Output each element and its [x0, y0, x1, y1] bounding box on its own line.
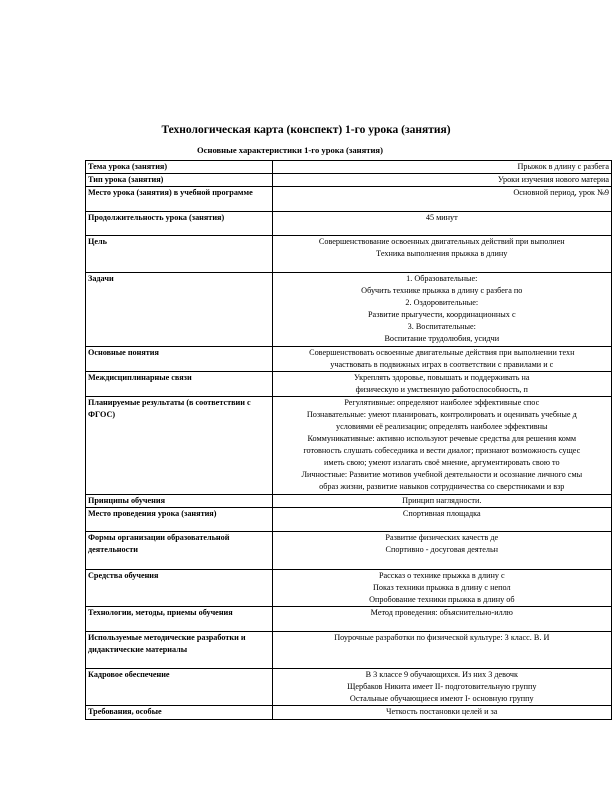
row-value [272, 174, 611, 187]
row-value [272, 187, 611, 212]
row-label: Место урока (занятия) в учебной программе [86, 187, 273, 212]
table-row [86, 174, 612, 187]
row-value [272, 161, 611, 174]
table-row [86, 532, 612, 570]
row-value [272, 372, 611, 397]
value-line: готовность слушать собеседника и вести диалог; признают возможность сущес [303, 446, 581, 455]
value-line: Совершенствование освоенных двигательных действий при выполнен [318, 237, 565, 246]
value-line: Развитие физических качеств де [385, 533, 499, 542]
table-row [86, 347, 612, 372]
row-value [272, 508, 611, 532]
row-label: Используемые методические разработки и дидактические материалы [86, 632, 273, 669]
value-line: Основной период, урок №9 [513, 188, 609, 197]
value-line: Остальные обучающиеся имеют I- основную группу [349, 694, 534, 703]
value-line: 3. Воспитательные: [407, 322, 476, 331]
table-row [86, 212, 612, 236]
value-line: Личностные: Развитие мотивов учебной деятельности и осознание личного смы [301, 470, 583, 479]
value-line: Спортивная площадка [402, 509, 481, 518]
value-line: Рассказ о технике прыжка в длину с [378, 571, 505, 580]
row-label: Продолжительность урока (занятия) [86, 212, 273, 236]
table-row [86, 607, 612, 632]
row-label: Цель [86, 236, 273, 273]
value-line: Техника выполнения прыжка в длину [376, 249, 508, 258]
value-line: 2. Оздоровительные: [405, 298, 479, 307]
row-value [272, 632, 611, 669]
row-value [272, 706, 611, 720]
value-line: 45 минут [425, 213, 458, 222]
row-value [272, 347, 611, 372]
row-value [272, 273, 611, 347]
value-line: В 3 классе 9 обучающихся. Из них 3 девочк [365, 670, 518, 679]
table-row [86, 495, 612, 508]
value-line: 1. Образовательные: [406, 274, 478, 283]
value-line: Спортивно - досуговая деятельн [385, 545, 499, 554]
value-line: Прыжок в длину с разбега [517, 162, 609, 171]
row-label: Планируемые результаты (в соответствии с ФГОС) [86, 397, 273, 495]
value-line: Укреплять здоровье, повышать и поддерживать на [354, 373, 530, 382]
row-label: Средства обучения [86, 570, 273, 607]
document-subtitle: Основные характеристики 1-го урока (занятия) [197, 145, 383, 155]
table-row [86, 161, 612, 174]
value-line: Четкость постановки целей и за [386, 707, 498, 716]
row-label: Технологии, методы, приемы обучения [86, 607, 273, 632]
value-line: Показ техники прыжка в длину с непол [373, 583, 511, 592]
value-line: Познавательные: умеют планировать, контролировать и оценивать учебные д [306, 410, 577, 419]
value-line: иметь свою; умеют излагать своё мнение, аргументировать свою то [324, 458, 560, 467]
table-row [86, 570, 612, 607]
row-label: Требования, особые [86, 706, 273, 720]
document-title: Технологическая карта (конспект) 1-го урока (занятия) [161, 124, 451, 136]
row-label: Формы организации образовательной деятельности [86, 532, 273, 570]
value-line: Опробование техники прыжка в длину об [369, 595, 515, 604]
value-line: Метод проведения: объяснительно-иллю [370, 608, 513, 617]
row-value [272, 669, 611, 706]
row-label: Кадровое обеспечение [86, 669, 273, 706]
row-value [272, 607, 611, 632]
value-line: Воспитание трудолюбия, усидчи [384, 334, 500, 343]
row-value [272, 397, 611, 495]
table-row [86, 236, 612, 273]
table-row [86, 273, 612, 347]
value-line: Поурочные разработки по физической культуре: 3 класс. В. И [334, 633, 550, 642]
table-row [86, 187, 612, 212]
value-line: Щербаков Никита имеет II- подготовительную группу [347, 682, 537, 691]
lesson-characteristics-table [85, 160, 612, 720]
row-value [272, 236, 611, 273]
row-value [272, 570, 611, 607]
row-value [272, 532, 611, 570]
row-label: Междисциплинарные связи [86, 372, 273, 397]
value-line: Коммуникативные: активно используют речевые средства для решения комм [307, 434, 577, 443]
value-line: Принцип наглядности. [402, 496, 482, 505]
row-label: Основные понятия [86, 347, 273, 372]
value-line: условиями её реализации; определять наиболее эффективны [336, 422, 548, 431]
table-row [86, 397, 612, 495]
row-value [272, 212, 611, 236]
row-value [272, 495, 611, 508]
table-row [86, 669, 612, 706]
row-label: Тип урока (занятия) [86, 174, 273, 187]
table-row [86, 372, 612, 397]
table-row [86, 706, 612, 720]
row-label: Принципы обучения [86, 495, 273, 508]
table-row [86, 508, 612, 532]
row-label: Тема урока (занятия) [86, 161, 273, 174]
table-row [86, 632, 612, 669]
row-label: Место проведения урока (занятия) [86, 508, 273, 532]
value-line: образ жизни, развитие навыков сотрудничества со сверстниками и взр [319, 482, 565, 491]
value-line: Обучить технике прыжка в длину с разбега по [361, 286, 523, 295]
value-line: физическую и умственную работоспособность, п [355, 385, 528, 394]
value-line: Регулятивные: определяют наиболее эффективные спос [344, 398, 540, 407]
value-line: участвовать в подвижных играх в соответствии с правилами и с [330, 360, 554, 369]
value-line: Совершенствовать освоенные двигательные действия при выполнении техн [309, 348, 575, 357]
value-line: Развитие прыгучести, координационных с [368, 310, 516, 319]
row-label: Задачи [86, 273, 273, 347]
value-line: Уроки изучения нового материа [497, 175, 609, 184]
